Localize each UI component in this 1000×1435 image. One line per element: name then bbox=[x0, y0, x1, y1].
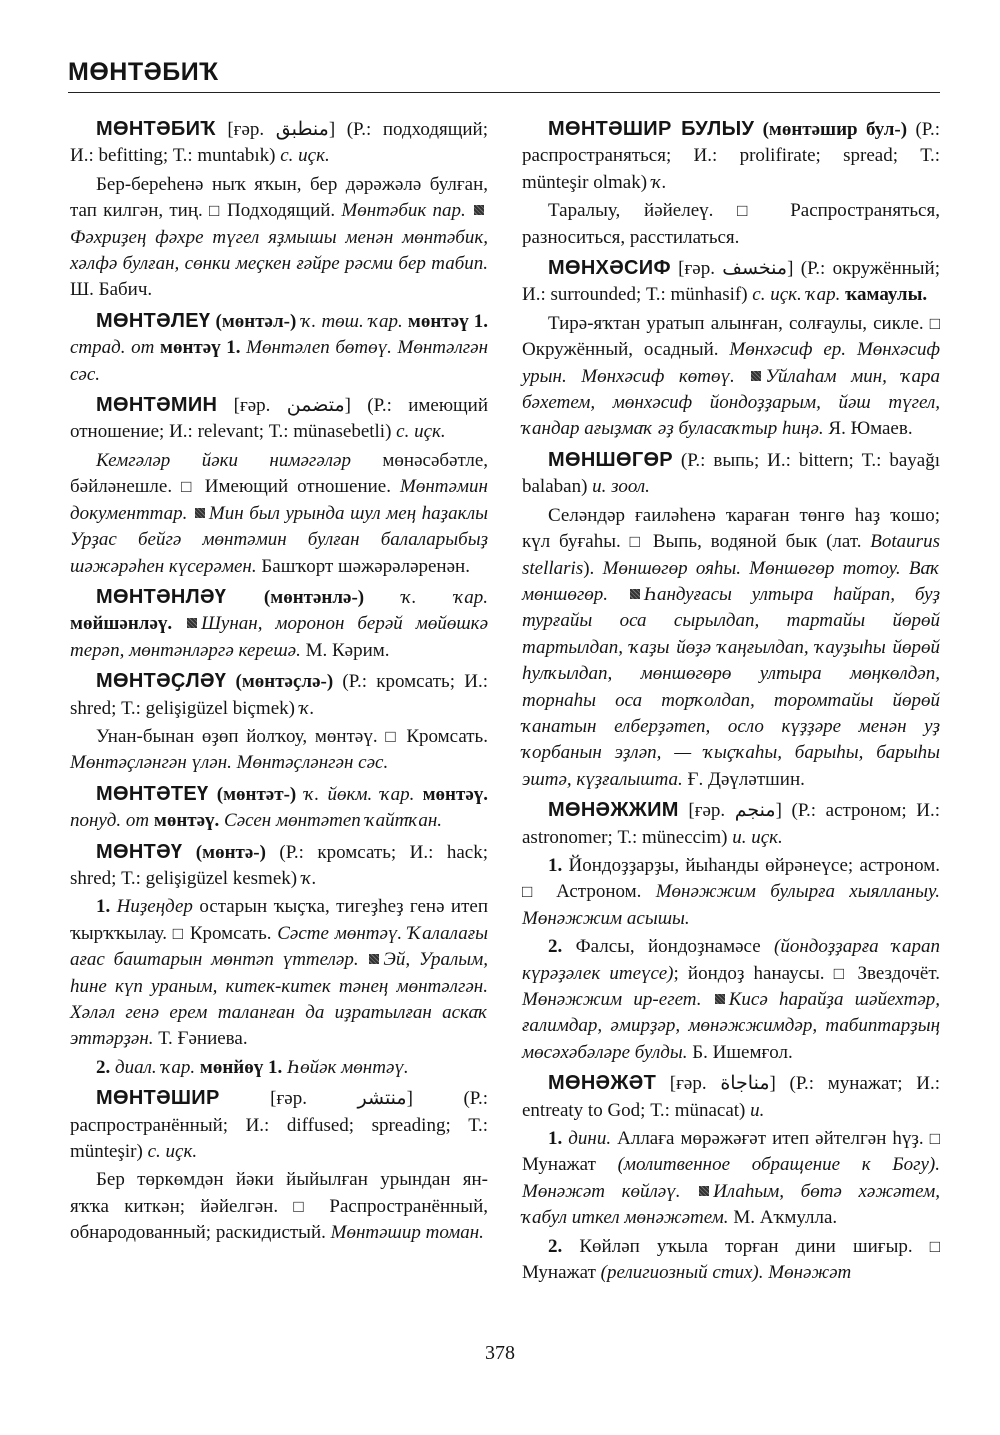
example: Мөнтәҫләнгән үлән. Мөнтәҫләнгән сәс. bbox=[70, 752, 389, 774]
sense-1 bbox=[70, 894, 488, 1052]
right-column bbox=[522, 112, 940, 1286]
square-icon: □ bbox=[293, 1196, 315, 1216]
definition-text: Бер төркөмдән йәки йыйылған урындан ян-яҡҡа киткән; йәйелгән. bbox=[70, 1169, 488, 1217]
quote-author: Башҡорт шәжәрәләренән. bbox=[256, 555, 470, 577]
definition bbox=[70, 172, 488, 304]
entry-montanlau bbox=[70, 584, 488, 664]
entry-montaslau bbox=[70, 668, 488, 722]
definition-text: Селәндәр ғаиләһенә ҡараған төнгө һаҙ ҡошо; күл буғаһы. bbox=[522, 504, 940, 553]
russian-equivalent: Распространяться, разноситься, расстилаться. bbox=[522, 200, 940, 248]
spacer bbox=[182, 842, 195, 863]
square-icon: □ bbox=[629, 532, 644, 552]
grammar-label: и. зоол. bbox=[592, 476, 650, 498]
arabic-spelling: منطبق bbox=[275, 119, 329, 140]
example: Сәсте мөнтәү. Ҡалалағы ағас баштарын мөнтәп үттеләр. bbox=[70, 922, 488, 971]
grammar-label: с. иçк. ҡар. bbox=[752, 284, 846, 306]
entry-monajat bbox=[522, 1070, 940, 1124]
translations: ] (Р.: астроном; И.: astronomer; Т.: müneccim) bbox=[522, 800, 940, 848]
grammar-label: с. иçк. bbox=[280, 145, 330, 167]
left-column bbox=[70, 112, 488, 1247]
russian-equivalent: Распространённый, обнародованный; раскидистый. bbox=[70, 1195, 488, 1244]
definition bbox=[70, 1167, 488, 1246]
definition bbox=[70, 724, 488, 777]
cross-reference: мөнтәү. bbox=[153, 810, 220, 832]
definition-text: ; йондоҙ һанаусы. bbox=[673, 962, 834, 984]
translations: ] (Р.: окружённый; И.: surrounded; Т.: münhasif) bbox=[522, 258, 940, 306]
entry-montamin bbox=[70, 392, 488, 446]
entry-montashir-buliu bbox=[522, 116, 940, 196]
square-icon: □ bbox=[929, 1236, 940, 1256]
definition-text: мөнәсәбәтле, бәйләнешле. bbox=[70, 449, 488, 498]
quotation: Кисә һарайҙа шәйехтәр, ғалимдар, әмирҙәр, мөнәжжимдәр, табиптарҙың мөсәхәбәләре булды. bbox=[522, 989, 941, 1063]
quotation: Уйлаһам мин, ҡара бәхетем, мөнхәсиф йондоҙҙарым, йәш түгел, ҡандар ағыҙмаҡ әҙ буласаҡтыр һиңә. bbox=[522, 365, 940, 440]
cross-reference: мөйшәнләү. bbox=[70, 613, 173, 635]
arabic-spelling: منجم bbox=[734, 800, 776, 822]
spacer bbox=[208, 784, 216, 805]
grammar-label: ҡ. bbox=[301, 867, 317, 889]
russian-equivalent: Кромсать. bbox=[398, 725, 488, 747]
headword: МӨНӘЖӘТ bbox=[548, 1072, 657, 1095]
headword: МӨНТӘНЛӘҮ bbox=[96, 585, 227, 608]
quotation: Мин был урында шул мең һаҙаклы Урҙас бейгә мөнтәмин булған балаларыбыҙ шәжәрәһен күсерәмен. bbox=[70, 502, 489, 577]
quote-author: Б. Ишемғол. bbox=[687, 1041, 793, 1063]
latin-name: Botaurus stellaris bbox=[522, 531, 940, 579]
example: Мөнәжжим ир-егет. bbox=[522, 989, 702, 1010]
etymology-open: [ғәр. bbox=[656, 1073, 721, 1095]
spacer bbox=[226, 671, 235, 692]
russian-equivalent: Окружённый, осадный. bbox=[522, 339, 730, 361]
arabic-spelling: متضمن bbox=[286, 395, 345, 417]
quote-author: Т. Ғәниева. bbox=[153, 1028, 248, 1050]
quote-marker-icon bbox=[195, 508, 205, 518]
etymology-open: [ғәр. bbox=[217, 395, 287, 417]
entry-monajjim bbox=[522, 797, 940, 851]
cross-reference: мөнтәү. bbox=[422, 783, 488, 805]
russian-equivalent: Мунажат bbox=[522, 1154, 618, 1176]
example: Мөнтәшир томан. bbox=[330, 1222, 484, 1244]
square-icon: □ bbox=[209, 201, 221, 221]
quote-marker-icon bbox=[699, 1186, 709, 1196]
example: Мөнтәлеп бөтөү. Мөнтәлгән сәс. bbox=[70, 337, 488, 385]
grammar-label: ҡ. bbox=[651, 171, 667, 193]
usage-note: (молитвенное обращение к Богу). bbox=[617, 1154, 940, 1176]
quote-marker-icon bbox=[630, 589, 640, 599]
example: Мөнтәмин документтар. bbox=[70, 476, 488, 524]
grammar-label: ҡ. bbox=[299, 697, 315, 719]
definition-text: остарын ҡыҫҡа, тигеҙһеҙ генә итеп ҡырҡҡылау. bbox=[70, 896, 488, 944]
translations: ] (Р.: имеющий отношение; И.: relevant; Т.: münasebetli) bbox=[70, 395, 488, 443]
example: Мөнхәсиф ер. Мөнхәсиф урын. Мөнхәсиф көтөү. bbox=[522, 339, 940, 387]
etymology-open: [ғәр. bbox=[678, 800, 735, 822]
entry-montashir bbox=[70, 1085, 488, 1165]
definition bbox=[522, 503, 940, 793]
headword: МӨНТӘҮ bbox=[96, 840, 183, 863]
etymology-open: [ғәр. bbox=[670, 258, 723, 280]
grammar-label: ҡ. төш. ҡар. bbox=[296, 310, 408, 332]
stem: (мөнтә-) bbox=[195, 841, 266, 863]
quote-marker-icon bbox=[474, 205, 484, 215]
usage-note: (религиозный стих). bbox=[600, 1262, 764, 1284]
headword: МӨНТӘҪЛӘҮ bbox=[96, 670, 227, 693]
headword: МӨНТӘЛЕҮ bbox=[96, 309, 211, 332]
quotation: Шунан, моронон берәй мөйөшкә терәп, мөнтәнләргә керешә. bbox=[70, 613, 488, 661]
quotation: Илаһым, бөтә хәжәтем, ҡабул иткел мөнәжәтем. bbox=[522, 1180, 940, 1229]
example: Сәсен мөнтәтеп ҡайтҡан. bbox=[219, 810, 442, 832]
grammar-label: ҡ. ҡар. bbox=[364, 586, 489, 608]
etymology-open: [ғәр. bbox=[215, 119, 276, 140]
header-rule bbox=[68, 92, 940, 93]
translations: ] (Р.: распространённый; И.: diffused; spreading; Т.: münteşir) bbox=[70, 1088, 489, 1163]
sense-1 bbox=[522, 1126, 940, 1232]
sense-2 bbox=[522, 934, 940, 1066]
etymology-open: [ғәр. bbox=[219, 1088, 358, 1110]
russian-equivalent: Мунажат bbox=[522, 1262, 601, 1284]
grammar-label: дини. bbox=[562, 1128, 612, 1150]
example: Мөнтәбик пар. bbox=[341, 200, 466, 222]
headword: МӨНТӘТЕҮ bbox=[96, 782, 209, 805]
russian-equivalent: Подходящий. bbox=[220, 200, 342, 222]
quote-author: М. Аҡмулла. bbox=[728, 1207, 838, 1229]
cross-reference: ҡамаулы. bbox=[845, 284, 928, 306]
arabic-spelling: منتشر bbox=[357, 1088, 407, 1110]
entry-montau bbox=[70, 839, 488, 893]
quote-marker-icon bbox=[751, 371, 761, 381]
stem: (мөнтәл-) bbox=[215, 310, 297, 332]
translations: (Р.: выпь; И.: bittern; Т.: bayağı balaban) bbox=[522, 449, 940, 498]
square-icon: □ bbox=[929, 1129, 940, 1149]
quote-marker-icon bbox=[715, 994, 725, 1004]
russian-equivalent: Имеющий отношение. bbox=[195, 476, 401, 498]
headword: МӨНТӘМИН bbox=[96, 394, 218, 417]
russian-equivalent: Выпь, водяной бык (лат. bbox=[643, 531, 871, 553]
definition-text: Таралыу, йәйелеү. bbox=[548, 200, 738, 222]
russian-equivalent: Кромсать. bbox=[184, 922, 278, 944]
usage-note: Кемгәләр йәки нимәгәләр bbox=[96, 449, 351, 471]
grammar-label: ҡ. йөкм. ҡар. bbox=[296, 783, 423, 805]
quote-author: Я. Юмаев. bbox=[823, 418, 913, 440]
square-icon: □ bbox=[172, 923, 185, 943]
square-icon: □ bbox=[181, 477, 196, 497]
headword: МӨНШӨГӨР bbox=[548, 448, 673, 471]
quote-author: Ғ. Дәүләтшин. bbox=[682, 768, 805, 790]
sense-number: 1. bbox=[96, 896, 111, 918]
definition-text: Көйләп уҡыла торған дини шиғыр. bbox=[562, 1235, 930, 1257]
stem: (мөнтәт-) bbox=[216, 783, 297, 805]
quote-author: Ш. Бабич. bbox=[70, 279, 153, 301]
stem: (мөнтәшир бул-) bbox=[762, 119, 908, 140]
spacer bbox=[226, 587, 264, 608]
stem: (мөнтәнлә-) bbox=[263, 586, 365, 608]
sense-number: 2. bbox=[96, 1056, 111, 1078]
russian-equivalent: Астроном. bbox=[541, 881, 656, 903]
quote-marker-icon bbox=[369, 954, 379, 964]
definition bbox=[70, 448, 488, 580]
translations: (Р.: кромсать; И.: hack; shred; Т.: gelişigüzel kesmek) bbox=[70, 841, 488, 889]
quotation: Эй, Уралым, һине күп ураным, китек-китек тәнең мөнтәлгән. Хәләл генә ерем таланған да иҙратылған аскаҡ эттәрҙән. bbox=[70, 949, 488, 1050]
definition-text: Фалсы, йондоҙнамәсе bbox=[562, 936, 775, 958]
headword: МӨНХӘСИФ bbox=[548, 257, 671, 280]
cross-reference: мөнйөү 1. bbox=[199, 1056, 283, 1078]
grammar-label: с. иçк. bbox=[396, 421, 446, 443]
entry-montateu bbox=[70, 781, 488, 835]
grammar-label: с. иçк. bbox=[147, 1141, 198, 1163]
translations: (Р.: распространяться; И.: prolifirate; spread; Т.: münteşir olmak) bbox=[522, 119, 940, 193]
sense-1 bbox=[522, 853, 940, 932]
example: Мөнәжәт bbox=[763, 1262, 852, 1284]
definition-text: Унан-бынан өҙөп йолҡоу, мөнтәү. bbox=[96, 725, 386, 747]
example: Мөнәжжим булырға хыялланыу. Мөнәжжим асышы. bbox=[522, 881, 940, 929]
quotation: Һандуғасы ултыра һайрап, буҙ турғайы оса сырылдап, тартайы йөрөй тартылдап, ҡаҙы йөҙә ҡаңғылдап, ҡауҙыһы йөрөй һулҡылдап, мөншөгөрө ултыра мөңкөлдәп, торнаһы оса торҡолдап, торомтайы йөрөй ҡанатын елберҙәтеп, осло күҙҙәре менән уҙ ҡорбанын эҙләп, — ҡыҫҡаһы, барыһы, барыһы эштә, күҙғалышта. bbox=[522, 583, 940, 790]
quote-author: М. Кәрим. bbox=[300, 639, 390, 661]
translations: ] (Р.: подходящий; И.: befitting; Т.: muntabık) bbox=[70, 119, 488, 167]
square-icon: □ bbox=[833, 963, 849, 983]
arabic-spelling: مناجاة bbox=[720, 1073, 770, 1095]
square-icon: □ bbox=[737, 201, 767, 221]
definition-text: Аллаға мөрәжәғәт итеп әйтелгән һүҙ. bbox=[611, 1128, 930, 1150]
sense-2 bbox=[522, 1234, 940, 1287]
definition-text: Йондоҙҙарҙы, йыһанды өйрәнеүсе; астроном. bbox=[562, 854, 940, 876]
spacer bbox=[754, 119, 762, 140]
cross-reference: мөнтәү 1. bbox=[407, 310, 489, 332]
headword: МӨНТӘБИҠ bbox=[96, 118, 216, 140]
stem: (мөнтәҫлә-) bbox=[235, 671, 334, 693]
square-icon: □ bbox=[522, 882, 542, 902]
square-icon: □ bbox=[385, 726, 399, 746]
headword: МӨНТӘШИР bbox=[96, 1087, 220, 1110]
russian-equivalent: ). bbox=[583, 557, 603, 579]
entry-monhasif bbox=[522, 255, 940, 309]
definition bbox=[522, 198, 940, 251]
running-head: МӨНТӘБИҠ bbox=[68, 58, 219, 86]
grammar-label: страд. от bbox=[70, 337, 160, 359]
translations: ] (Р.: мунажат; И.: entreaty to God; Т.: münacat) bbox=[522, 1073, 940, 1121]
entry-monshogor bbox=[522, 447, 940, 501]
sense-number: 1. bbox=[548, 854, 563, 876]
example: Мөншөгөр ояһы. Мөншөгөр тотоу. Ваҡ мөншөгөр. bbox=[522, 557, 941, 605]
quote-marker-icon bbox=[187, 618, 197, 628]
headword: МӨНӘЖЖИМ bbox=[548, 799, 679, 822]
example: Һөйәк мөнтәү. bbox=[282, 1056, 409, 1078]
square-icon: □ bbox=[929, 313, 940, 333]
grammar-label: диал. ҡар. bbox=[110, 1056, 200, 1078]
entry-montaleu bbox=[70, 308, 488, 388]
usage-note: (йондоҙҙарға ҡарап күрәҙәлек итеүсе) bbox=[522, 936, 940, 984]
page-number: 378 bbox=[485, 1342, 515, 1364]
usage-note: Ниҙеңдер bbox=[110, 896, 193, 918]
grammar-label: и. bbox=[750, 1099, 765, 1121]
cross-reference: мөнтәү 1. bbox=[160, 337, 241, 359]
grammar-label: понуд. от bbox=[70, 810, 154, 832]
sense-number: 2. bbox=[548, 1235, 563, 1257]
definition-text: Бер-береһенә ныҡ яҡын, бер дәрәжәлә булған, тап килгән, тиң. bbox=[70, 173, 488, 222]
sense-number: 2. bbox=[548, 936, 563, 958]
russian-equivalent: Звездочёт. bbox=[848, 962, 940, 984]
entry-montabik bbox=[70, 116, 488, 170]
grammar-label: и. иçк. bbox=[732, 826, 783, 848]
definition bbox=[522, 311, 940, 443]
arabic-spelling: منخسف bbox=[722, 258, 788, 280]
definition-text: Тирә-яҡтан уратып алынған, солғаулы, сикле. bbox=[548, 312, 930, 334]
headword: МӨНТӘШИР БУЛЫУ bbox=[548, 118, 755, 140]
sense-number: 1. bbox=[548, 1128, 563, 1150]
example: Мөнәжәт көйләү. bbox=[522, 1180, 681, 1202]
translations: (Р.: кромсать; И.: shred; Т.: gelişigüzel biçmek) bbox=[70, 671, 489, 719]
sense-2 bbox=[70, 1055, 488, 1081]
quotation: Фәхриҙең фәхре түгел яҙмышы менән мөнтәбик, хәлфә булған, сөнки меҫкен ғәйре рәсми бер табип. bbox=[70, 226, 488, 275]
